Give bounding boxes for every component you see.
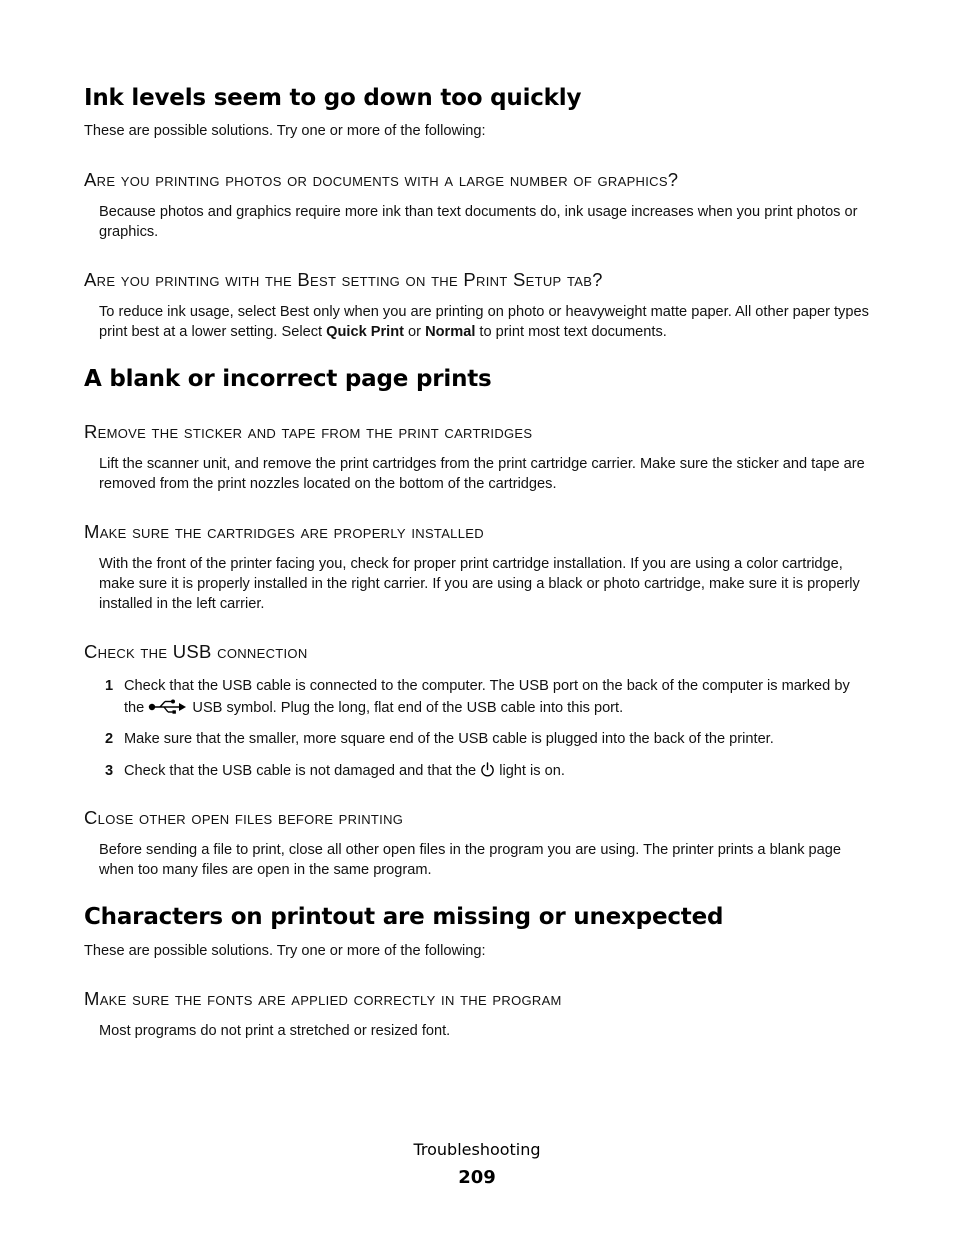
subsection-body bbox=[99, 302, 879, 342]
body-text: to print most text documents. bbox=[475, 324, 667, 340]
subsection-heading: Remove the sticker and tape from the print cartridges bbox=[84, 421, 533, 442]
footer-chapter-label: Troubleshooting bbox=[413, 1140, 541, 1159]
step-text-part: USB symbol. Plug the long, flat end of the USB cable into this port. bbox=[188, 700, 624, 716]
section-intro: These are possible solutions. Try one or more of the following: bbox=[84, 123, 486, 139]
step-number: 3 bbox=[105, 763, 114, 779]
step-text-part: light is on. bbox=[495, 763, 565, 779]
list-item bbox=[105, 675, 880, 719]
body-text: To reduce ink usage, select Best only when you are printing on photo or heavyweight matte paper. All other paper types print best at a lower setting. Select bbox=[99, 304, 869, 340]
power-icon bbox=[480, 762, 495, 777]
subsection-body: Because photos and graphics require more ink than text documents do, ink usage increases when you print photos or graphics. bbox=[99, 204, 858, 240]
section-heading: Characters on printout are missing or unexpected bbox=[84, 904, 724, 930]
section-heading: Ink levels seem to go down too quickly bbox=[84, 85, 582, 111]
list-item bbox=[105, 760, 880, 782]
step-number: 1 bbox=[105, 678, 114, 694]
subsection-heading: Close other open files before printing bbox=[84, 807, 404, 828]
step-text-part: Check that the USB cable is connected to the computer. The USB port on the back of the computer is marked by the bbox=[124, 678, 850, 716]
usb-icon bbox=[148, 699, 188, 715]
subsection-body: Before sending a file to print, close all other open files in the program you are using. The printer prints a blank page when too many files are open in the same program. bbox=[99, 842, 842, 878]
subsection-heading: Make sure the fonts are applied correctly in the program bbox=[84, 988, 562, 1009]
section-intro: These are possible solutions. Try one or more of the following: bbox=[84, 943, 486, 959]
bold-term: Quick Print bbox=[326, 324, 404, 340]
list-item bbox=[105, 728, 880, 750]
step-text bbox=[124, 760, 874, 782]
section-heading: A blank or incorrect page prints bbox=[84, 366, 492, 392]
subsection-body: With the front of the printer facing you, check for proper print cartridge installation. If you are using a color cartridge, make sure it is properly installed in the right carrier. If you are using a black or photo cartridge, make sure it is properly installed in the left carrier. bbox=[99, 556, 860, 612]
subsection-heading: Are you printing photos or documents with a large number of graphics? bbox=[84, 169, 679, 190]
step-text bbox=[124, 675, 874, 719]
step-text: Make sure that the smaller, more square end of the USB cable is plugged into the back of the printer. bbox=[124, 731, 774, 747]
subsection-heading: Check the USB connection bbox=[84, 641, 308, 662]
step-text-part: Check that the USB cable is not damaged and that the bbox=[124, 763, 481, 779]
body-text: or bbox=[404, 324, 426, 340]
subsection-heading: Are you printing with the Best setting on the Print Setup tab? bbox=[84, 269, 603, 290]
step-number: 2 bbox=[105, 731, 114, 747]
bold-term: Normal bbox=[425, 324, 476, 340]
subsection-body: Lift the scanner unit, and remove the print cartridges from the print cartridge carrier. Make sure the sticker and tape are removed from the print nozzles located on the bottom of the cartridges. bbox=[99, 456, 865, 492]
subsection-body: Most programs do not print a stretched or resized font. bbox=[99, 1023, 451, 1039]
subsection-heading: Make sure the cartridges are properly installed bbox=[84, 521, 484, 542]
page-number: 209 bbox=[458, 1167, 496, 1188]
